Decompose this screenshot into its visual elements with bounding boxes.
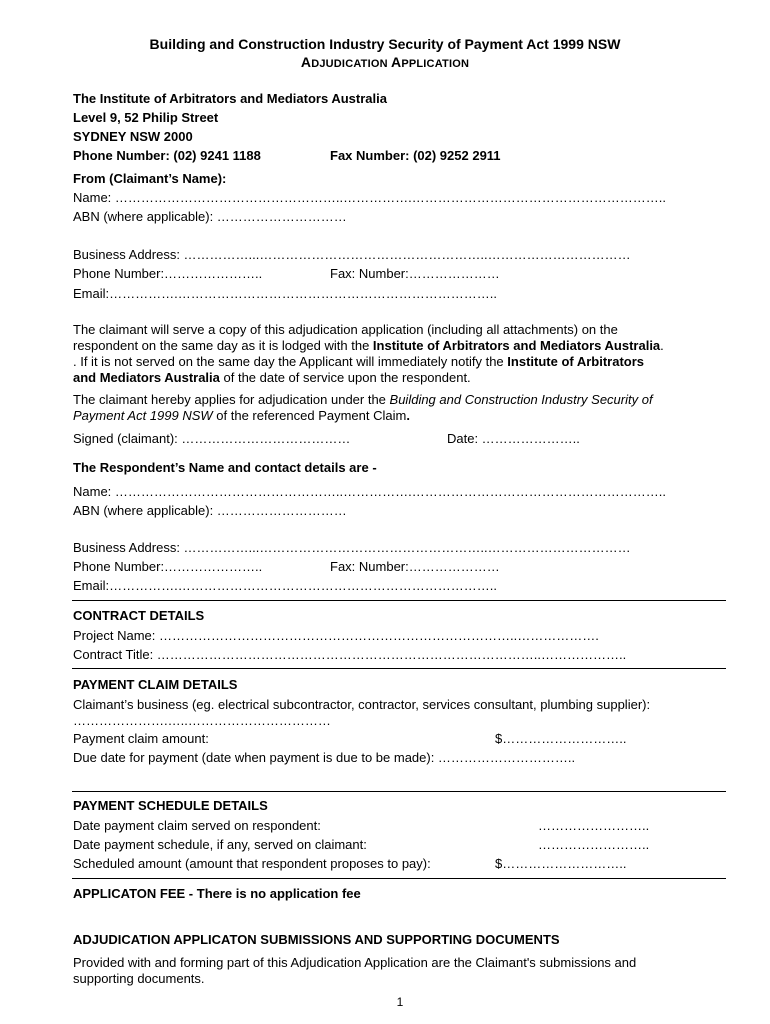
application-act-italic: Building and Construction Industry Security of [389, 392, 653, 407]
project-name-field[interactable]: Project Name: ………………………………………………………………………..………………. [73, 628, 599, 643]
institute-fax: Fax Number: (02) 9252 2911 [330, 148, 501, 163]
scheduled-amount-label: Scheduled amount (amount that respondent proposes to pay): [73, 856, 431, 871]
service-notice-line4 [73, 370, 471, 386]
respondent-phone-field[interactable]: Phone Number:………………….. [73, 559, 263, 574]
application-fee-heading: APPLICATON FEE - There is no application fee [73, 886, 361, 901]
divider [72, 668, 726, 669]
payment-claim-amount-label: Payment claim amount: [73, 731, 209, 746]
institute-phone: Phone Number: (02) 9241 1188 [73, 148, 261, 163]
divider [72, 791, 726, 792]
claimant-abn-field[interactable]: ABN (where applicable): ………………………… [73, 209, 347, 224]
service-notice-line2-text: respondent on the same day as it is lodged with the [73, 338, 373, 353]
page-number: 1 [396, 995, 404, 1009]
respondent-abn-field[interactable]: ABN (where applicable): ………………………… [73, 503, 347, 518]
respondent-fax-field[interactable]: Fax: Number:………………… [330, 559, 500, 574]
claim-served-date-label: Date payment claim served on respondent: [73, 818, 321, 833]
submissions-heading: ADJUDICATION APPLICATON SUBMISSIONS AND SUPPORTING DOCUMENTS [73, 932, 560, 947]
claimant-business-type-label: Claimant’s business (eg. electrical subcontractor, contractor, services consultant, plumbing supplier): [73, 697, 651, 712]
claimant-heading: From (Claimant’s Name): [73, 171, 227, 186]
service-notice-line1: The claimant will serve a copy of this adjudication application (including all attachments) on the [73, 322, 618, 337]
contract-heading: CONTRACT DETAILS [73, 608, 205, 623]
institute-address-line2: SYDNEY NSW 2000 [73, 129, 193, 144]
claimant-signature-field[interactable]: Signed (claimant): ………………………………… [73, 431, 351, 446]
schedule-served-date-label: Date payment schedule, if any, served on claimant: [73, 837, 367, 852]
claimant-date-field[interactable]: Date: ………………….. [447, 431, 580, 446]
application-line2-period: . [406, 408, 410, 423]
contract-title-field[interactable]: Contract Title: ……………………………………………………………………………..……………….. [73, 647, 627, 662]
submissions-line1: Provided with and forming part of this Adjudication Application are the Claimant's submissions and [73, 955, 637, 970]
service-notice-institute-bold: Institute of Arbitrators and Mediators Australia [372, 338, 661, 353]
submissions-line2: supporting documents. [73, 971, 205, 986]
scheduled-amount-field[interactable]: $……………………….. [495, 856, 627, 871]
respondent-email-field[interactable]: Email:…………….……………………………………………………………….. [73, 578, 497, 593]
service-notice-line4-bold: and Mediators Australia [73, 370, 220, 385]
subtitle-rest-2: PPLICATION [401, 58, 470, 70]
payment-claim-heading: PAYMENT CLAIM DETAILS [73, 677, 238, 692]
respondent-heading: The Respondent’s Name and contact details are - [73, 460, 377, 475]
respondent-name-field[interactable]: Name: ……………………………………………..…………….………………………………………………….. [73, 484, 666, 499]
divider [72, 878, 726, 879]
claimant-phone-field[interactable]: Phone Number:………………….. [73, 266, 263, 281]
application-line2 [73, 408, 410, 424]
divider [72, 600, 726, 601]
document-title: Building and Construction Industry Security of Payment Act 1999 NSW [149, 36, 621, 52]
application-act-italic-2: Payment Act 1999 NSW [73, 408, 213, 423]
claimant-email-field[interactable]: Email:…………….……………………………………………………………….. [73, 286, 497, 301]
subtitle-initial-a2: A [391, 54, 402, 70]
service-notice-line2 [73, 338, 664, 354]
claimant-business-address-field[interactable]: Business Address: ……………...……………………………………………..…………………………… [73, 247, 631, 262]
service-notice-line4-text: of the date of service upon the respondent. [219, 370, 471, 385]
application-line1-text: The claimant hereby applies for adjudication under the [73, 392, 390, 407]
application-line2-text: of the referenced Payment Claim [212, 408, 407, 423]
institute-name: The Institute of Arbitrators and Mediators Australia [73, 91, 387, 106]
service-notice-line3-bold: Institute of Arbitrators [507, 354, 645, 369]
service-notice-line3 [73, 354, 644, 370]
payment-due-date-field[interactable]: Due date for payment (date when payment is due to be made): ………………………….. [73, 750, 576, 765]
schedule-served-date-field[interactable]: …………………….. [538, 837, 650, 852]
claimant-name-field[interactable]: Name: ……………………………………………..…………….………………………………………………….. [73, 190, 666, 205]
subtitle-rest-1: DJUDICATION [311, 58, 391, 70]
respondent-business-address-field[interactable]: Business Address: ……………...……………………………………………..…………………………… [73, 540, 631, 555]
service-notice-line3-text: . If it is not served on the same day the Applicant will immediately notify the [73, 354, 508, 369]
application-line1 [73, 392, 653, 408]
service-notice-line2-end: . [660, 338, 664, 353]
claim-served-date-field[interactable]: …………………….. [538, 818, 650, 833]
payment-schedule-heading: PAYMENT SCHEDULE DETAILS [73, 798, 268, 813]
claimant-business-type-field[interactable]: ………………….…..…………………………… [73, 713, 331, 728]
subtitle-initial-a: A [300, 54, 312, 70]
payment-claim-amount-field[interactable]: $……………………….. [495, 731, 627, 746]
institute-address-line1: Level 9, 52 Philip Street [73, 110, 219, 125]
claimant-fax-field[interactable]: Fax: Number:………………… [330, 266, 500, 281]
document-subtitle [0, 54, 770, 72]
